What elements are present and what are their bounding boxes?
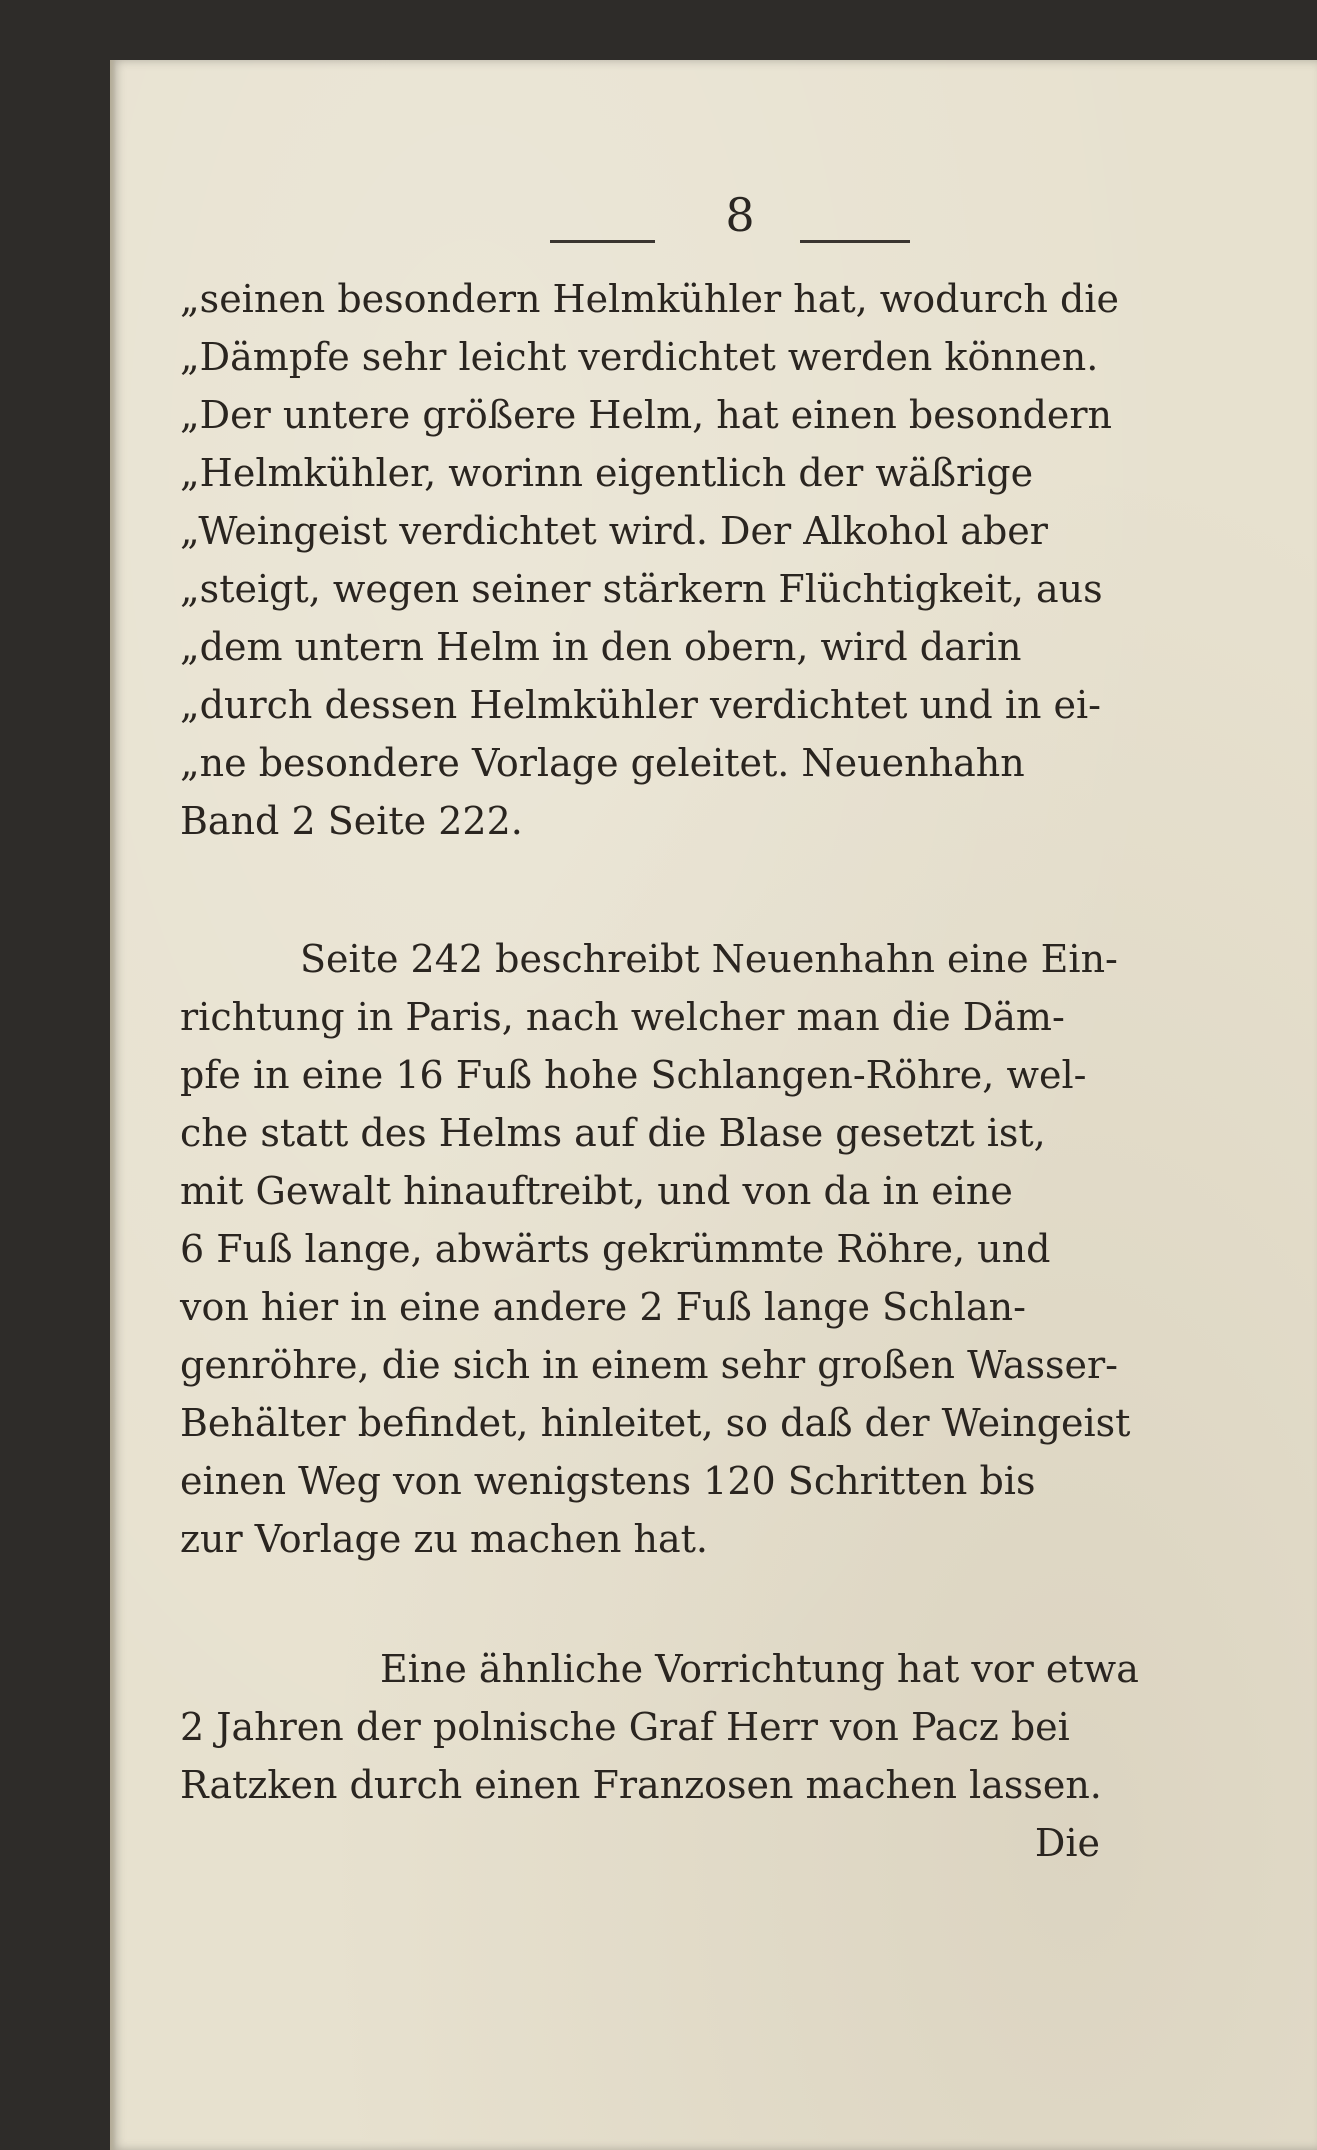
header-rule-right (800, 240, 910, 243)
text-line: Behälter befindet, hinleitet, so daß der Weingeist (180, 1401, 1131, 1445)
text-line: pfe in eine 16 Fuß hohe Schlangen-Röhre, wel- (180, 1053, 1087, 1097)
page-number: 8 (725, 188, 755, 242)
text-line: „durch dessen Helmkühler verdichtet und in ei- (180, 683, 1102, 727)
text-line: von hier in eine andere 2 Fuß lange Schlan- (180, 1285, 1026, 1329)
text-line: genröhre, die sich in einem sehr großen Wasser- (180, 1343, 1118, 1387)
paragraph-poland (180, 1640, 1140, 1872)
text-line: „ne besondere Vorlage geleitet. Neuenhahn (180, 741, 1025, 785)
text-line: che statt des Helms auf die Blase gesetzt ist, (180, 1111, 1046, 1155)
text-line: Seite 242 beschreibt Neuenhahn eine Ein- (300, 937, 1118, 981)
text-line: „steigt, wegen seiner stärkern Flüchtigkeit, aus (180, 567, 1103, 611)
paragraph-quote (180, 270, 1140, 850)
text-line: einen Weg von wenigstens 120 Schritten bis (180, 1459, 1036, 1503)
text-line: „seinen besondern Helmkühler hat, wodurch die (180, 277, 1119, 321)
text-line: „Weingeist verdichtet wird. Der Alkohol aber (180, 509, 1048, 553)
paragraph-paris (180, 930, 1140, 1568)
header-rule-left (550, 240, 655, 243)
text-line: Eine ähnliche Vorrichtung hat vor etwa (380, 1647, 1139, 1691)
text-line: „Helmkühler, worinn eigentlich der wäßrige (180, 451, 1034, 495)
text-line: Ratzken durch einen Franzosen machen lassen. (180, 1763, 1102, 1807)
text-line: Band 2 Seite 222. (180, 799, 523, 843)
text-line: mit Gewalt hinauftreibt, und von da in eine (180, 1169, 1013, 1213)
page-header (530, 188, 950, 258)
text-line: 6 Fuß lange, abwärts gekrümmte Röhre, und (180, 1227, 1051, 1271)
catchword: Die (1034, 1821, 1100, 1865)
text-line: „Der untere größere Helm, hat einen besondern (180, 393, 1113, 437)
text-line: zur Vorlage zu machen hat. (180, 1517, 708, 1561)
text-line: „dem untern Helm in den obern, wird darin (180, 625, 1022, 669)
text-line: richtung in Paris, nach welcher man die Däm- (180, 995, 1065, 1039)
text-line: „Dämpfe sehr leicht verdichtet werden können. (180, 335, 1099, 379)
text-line: 2 Jahren der polnische Graf Herr von Pacz bei (180, 1705, 1070, 1749)
